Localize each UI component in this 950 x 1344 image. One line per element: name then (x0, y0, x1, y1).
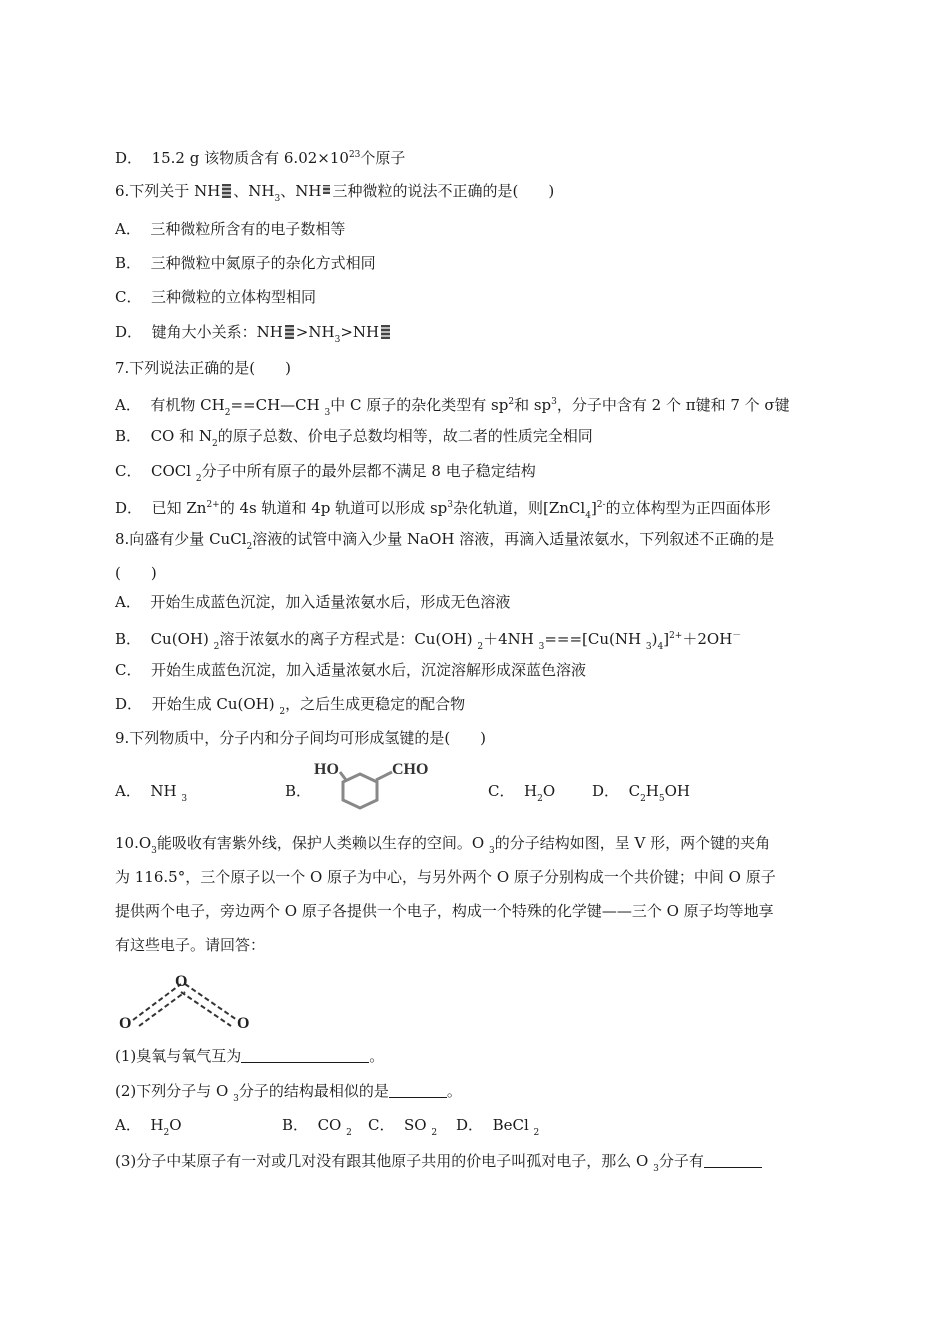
q9-option-b-label: B． (285, 782, 312, 800)
q8-option-d: D． 开始生成 Cu(OH) $_2$，之后生成更稳定的配合物 (115, 695, 466, 717)
q10-line-1: $10.O_3$能吸收有害紫外线，保护人类赖以生存的空间。O $_3$的分子结构如图，呈 V 形，两个键的夹角 (115, 834, 771, 856)
ion-charge-mark (323, 185, 330, 194)
ozone-left-o: O (119, 1015, 132, 1032)
structure-ho-label: HO (314, 761, 339, 778)
ozone-structure-figure (115, 966, 255, 1036)
ozone-right-o: O (237, 1015, 250, 1032)
q10-option-a: A． $H_2O$ (115, 1116, 182, 1138)
answer-blank[interactable] (241, 1048, 369, 1063)
q6-option-c: C． 三种微粒的立体构型相同 (115, 288, 317, 306)
q7-stem: 7.下列说法正确的是( ) (115, 359, 292, 377)
q9-option-c: C． $H_2O$ (488, 782, 556, 804)
q7-option-a: A． 有机物 $CH_2==CH—CH$ $_3$中 C 原子的杂化类型有 $sp^2$和 $sp^3$，分子中含有 2 个 π键和 7 个 σ键 (115, 396, 790, 418)
q10-option-c: C． SO $_2$ (368, 1116, 438, 1138)
ion-charge-mark (381, 325, 390, 339)
q9-option-d: D． $C_2H_5OH$ (592, 782, 691, 804)
structure-cho-label: CHO (392, 761, 429, 778)
ion-charge-mark (285, 325, 294, 339)
q10-part-3: (3)分子中某原子有一对或几对没有跟其他原子共用的价电子叫孤对电子，那么 O $_3$分子有 (115, 1151, 762, 1179)
q6-stem: 6.下列关于 NH 、$NH_3$、NH 三种微粒的说法不正确的是( ) (115, 182, 555, 204)
q10-part-1: (1)臭氧与氧气互为 。 (115, 1047, 385, 1065)
q10-option-d: D． BeCl $_2$ (456, 1116, 540, 1138)
q7-option-d: D． 已知 $Zn^{2+}$的 4s 轨道和 4p 轨道可以形成 $sp^3$杂化轨道，则[ZnCl$_4$]$^{2-}$的立体构型为正四面体形 (115, 499, 771, 521)
q9-option-a: A． NH $_3$ (115, 782, 188, 804)
q10-line-3: 提供两个电子，旁边两个 O 原子各提供一个电子，构成一个特殊的化学键——三个 O 原子均等地享 (115, 902, 774, 920)
q6-option-a: A． 三种微粒所含有的电子数相等 (115, 220, 346, 238)
q7-option-b: B． CO 和 $N_2$的原子总数、价电子总数均相等，故二者的性质完全相同 (115, 427, 593, 449)
q10-part-2: (2)下列分子与 O $_3$分子的结构最相似的是 。 (115, 1082, 462, 1104)
answer-blank[interactable] (704, 1153, 762, 1168)
q10-line-4: 有这些电子。请回答： (115, 936, 266, 954)
q8-option-b: B． Cu(OH) $_2$溶于浓氨水的离子方程式是：Cu(OH) $_2$＋4NH $_3$===[Cu(NH $_3)_4]^{2+}+2OH^-$ (115, 630, 742, 652)
q8-stem: 8.向盛有少量 CuCl$_2$溶液的试管中滴入少量 NaOH 溶液，再滴入适量浓氨水，下列叙述不正确的是 (115, 530, 775, 552)
q8-stem-cont: ( ) (115, 564, 157, 582)
ozone-bonds-icon (133, 984, 237, 1026)
q7-option-c: C． COCl $_2$分子中所有原子的最外层都不满足 8 电子稳定结构 (115, 462, 536, 484)
q5-option-d: D． 15.2 g 该物质含有 $6.02\times 10^{23}$个原子 (115, 149, 406, 167)
ozone-center-o: O (175, 973, 188, 990)
q6-option-b: B． 三种微粒中氮原子的杂化方式相同 (115, 254, 376, 272)
q10-line-2: 为 116.5°，三个原子以一个 O 原子为中心，与另外两个 O 原子分别构成一个共价键；中间 O 原子 (115, 868, 776, 886)
q8-option-a: A． 开始生成蓝色沉淀，加入适量浓氨水后，形成无色溶液 (115, 593, 511, 611)
benzene-ring-icon (340, 772, 392, 808)
answer-blank[interactable] (389, 1083, 447, 1098)
q8-option-c: C． 开始生成蓝色沉淀，加入适量浓氨水后，沉淀溶解形成深蓝色溶液 (115, 661, 587, 679)
hydroxybenzaldehyde-structure (310, 756, 440, 814)
ion-charge-mark (222, 184, 231, 198)
q10-option-b: B． CO $_2$ (282, 1116, 352, 1138)
q6-option-d: D． 键角大小关系：NH $>NH_3>NH$ (115, 322, 392, 350)
q9-stem: 9.下列物质中，分子内和分子间均可形成氢键的是( ) (115, 729, 487, 747)
